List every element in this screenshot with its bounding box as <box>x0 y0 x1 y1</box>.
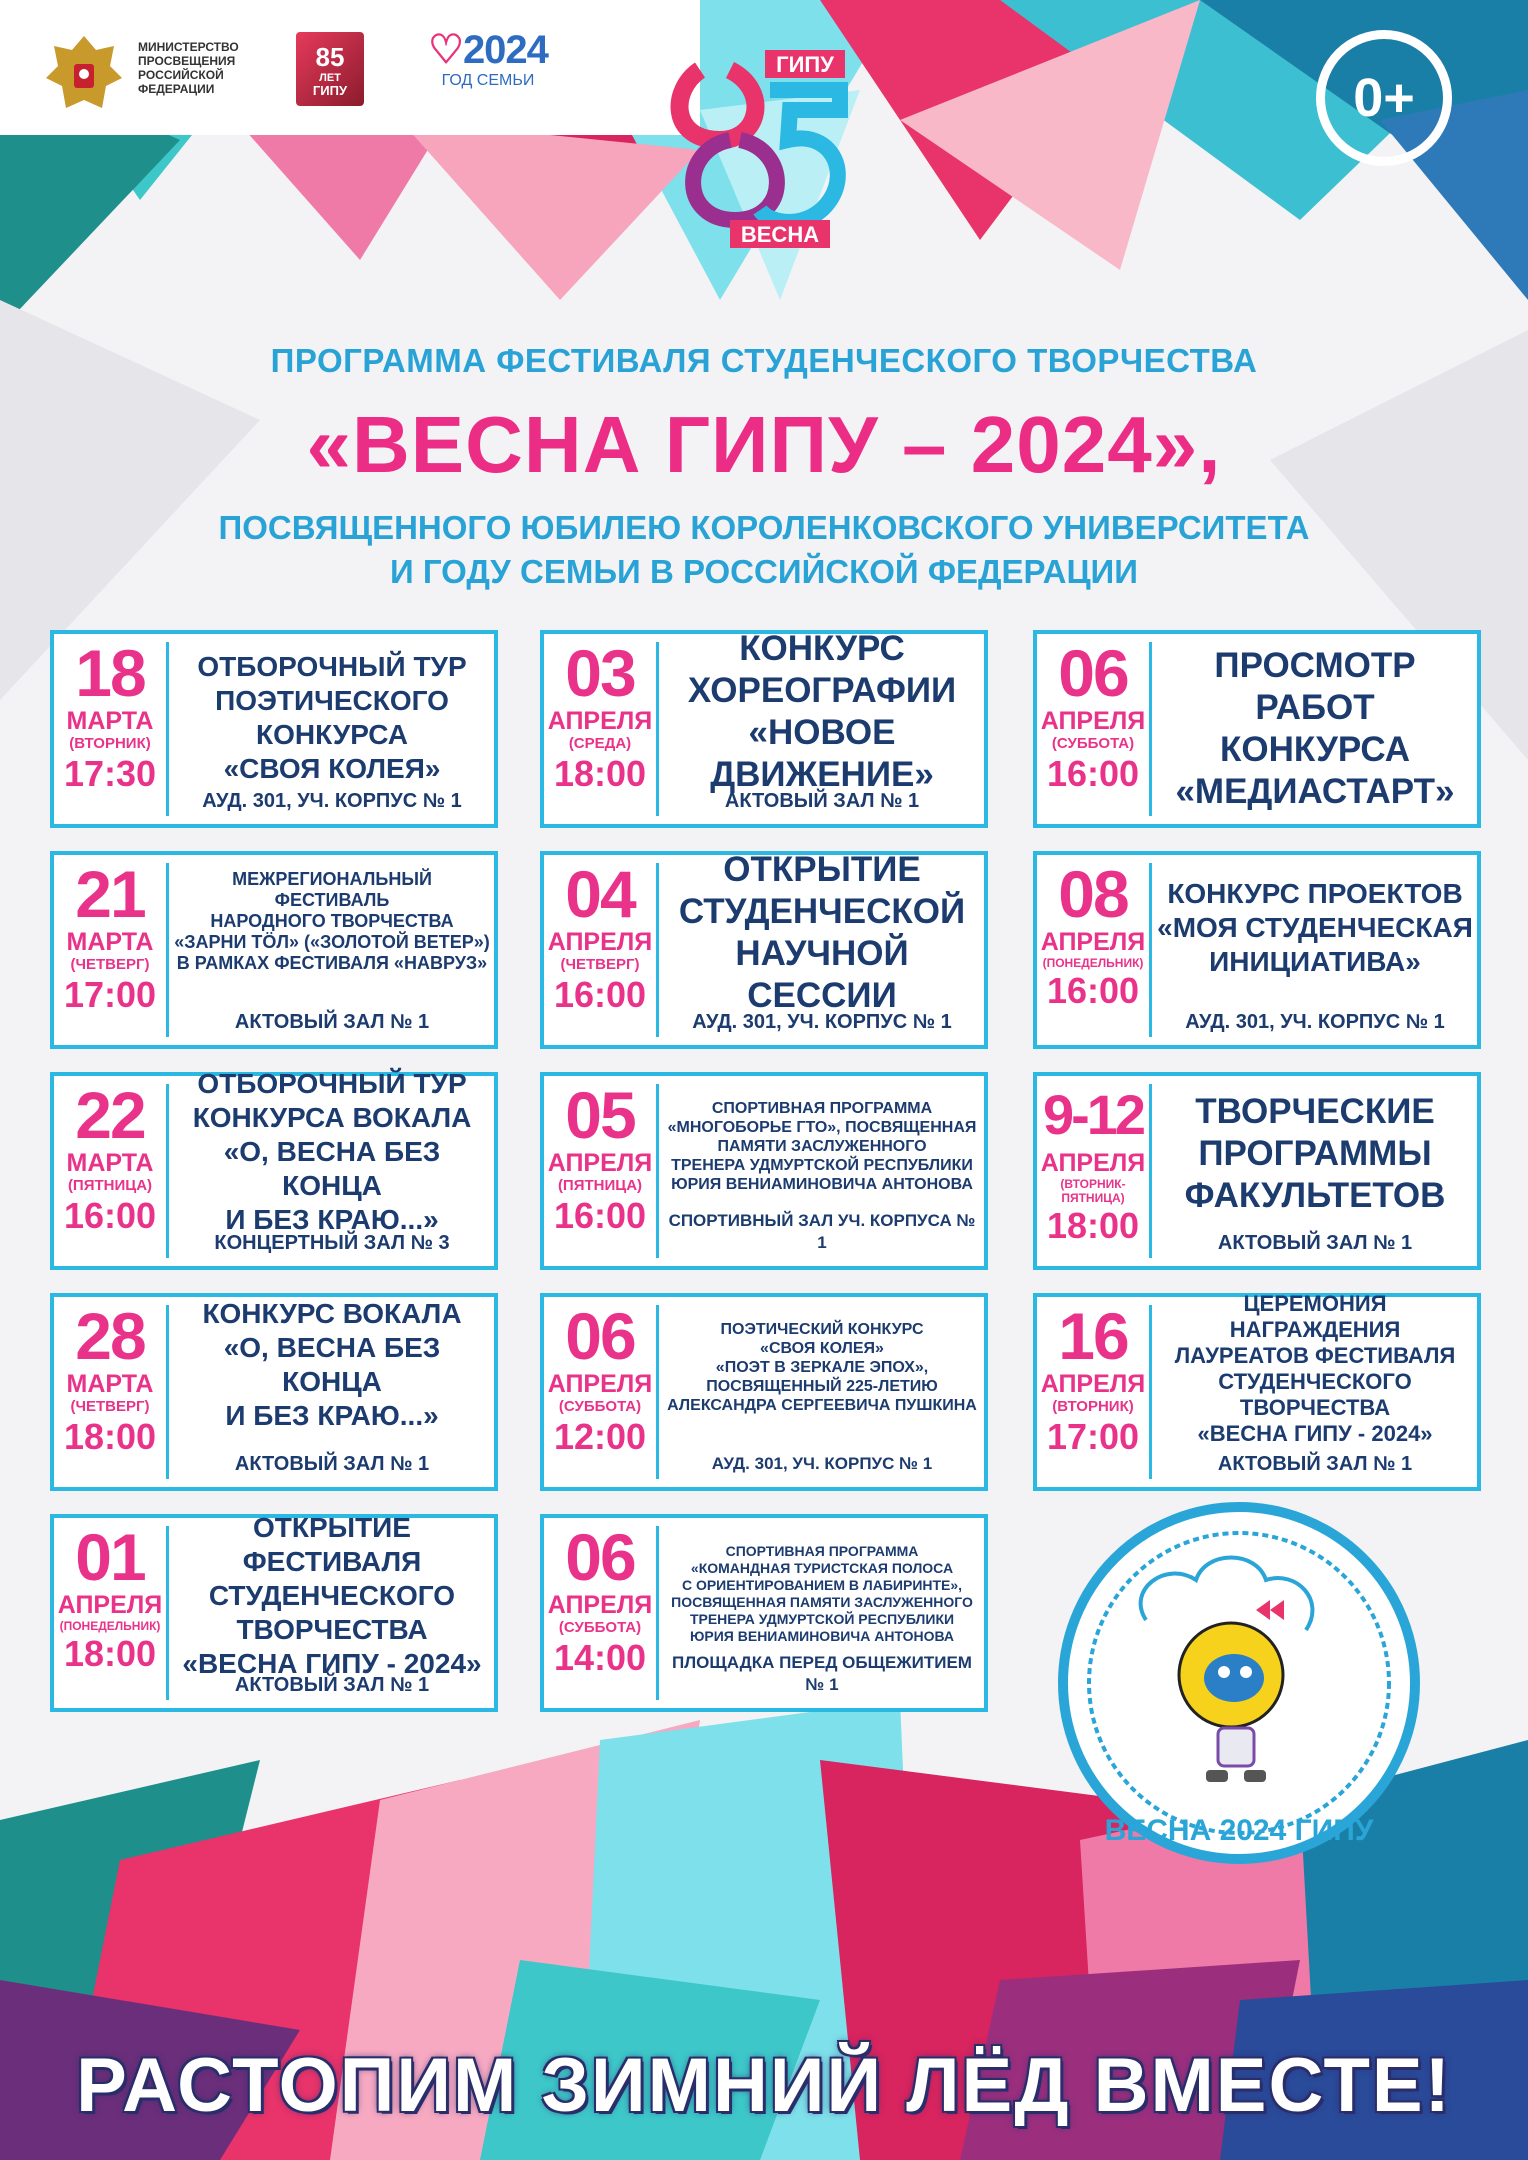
year-of-family-logo: ♡2024 ГОД СЕМЬИ <box>428 28 548 89</box>
program-subtitle: ПРОГРАММА ФЕСТИВАЛЯ СТУДЕНЧЕСКОГО ТВОРЧЕСТВА <box>270 342 1258 379</box>
event-title: КОНКУРС ПРОЕКТОВ «МОЯ СТУДЕНЧЕСКАЯ ИНИЦИАТИВА» <box>1157 878 1473 977</box>
event-title: ОТКРЫТИЕ СТУДЕНЧЕСКОЙ НАУЧНОЙ СЕССИИ <box>678 850 966 1015</box>
festival-mascot-stamp <box>1056 1500 1422 1866</box>
event-date: 22 МАРТА (ПЯТНИЦА) 16:00 <box>63 1078 157 1236</box>
logo-top-text: ГИПУ <box>776 52 834 77</box>
event-title: СПОРТИВНАЯ ПРОГРАММА «МНОГОБОРЬЕ ГТО», ПОСВЯЩЕННАЯ ПАМЯТИ ЗАСЛУЖЕННОГО ТРЕНЕРА УДМУРТСКОЙ РЕСПУБЛИКИ ЮРИЯ ВЕНИАМИНОВИЧА АНТОНОВА <box>667 1099 977 1193</box>
event-card <box>540 1072 988 1270</box>
event-date: 21 МАРТА (ЧЕТВЕРГ) 17:00 <box>63 857 157 1015</box>
event-place: АУД. 301, УЧ. КОРПУС № 1 <box>711 1454 933 1473</box>
heart-icon: ♡ <box>428 28 463 72</box>
event-title: ПРОСМОТР РАБОТ КОНКУРСА «МЕДИАСТАРТ» <box>1175 646 1455 811</box>
event-place: АКТОВЫЙ ЗАЛ № 1 <box>724 790 920 812</box>
logo-bottom-text: ВЕСНА <box>740 222 820 247</box>
closing-slogan: РАСТОПИМ ЗИМНИЙ ЛЁД ВМЕСТЕ! <box>76 2043 1452 2128</box>
festival-85-logo <box>660 30 860 250</box>
festival-title: «ВЕСНА ГИПУ – 2024», <box>306 400 1222 489</box>
event-place: КОНЦЕРТНЫЙ ЗАЛ № 3 <box>214 1232 450 1254</box>
stamp-text: ВЕСНА 2024 ГИПУ <box>1104 1814 1374 1847</box>
event-date: 9-12 АПРЕЛЯ (ВТОРНИК-ПЯТНИЦА) 18:00 <box>1040 1083 1146 1246</box>
event-title: ОТКРЫТИЕ ФЕСТИВАЛЯ СТУДЕНЧЕСКОГО ТВОРЧЕСТВА «ВЕСНА ГИПУ - 2024» <box>182 1512 482 1679</box>
event-date: 06 АПРЕЛЯ (СУББОТА) 16:00 <box>1040 636 1146 794</box>
event-card <box>50 1068 498 1270</box>
event-card <box>540 851 988 1049</box>
event-date: 06 АПРЕЛЯ (СУББОТА) 12:00 <box>547 1299 653 1457</box>
event-title: КОНКУРС ВОКАЛА «О, ВЕСНА БЕЗ КОНЦА И БЕЗ КРАЮ...» <box>202 1298 462 1431</box>
event-title: ОТБОРОЧНЫЙ ТУР КОНКУРСА ВОКАЛА «О, ВЕСНА БЕЗ КОНЦА И БЕЗ КРАЮ...» <box>192 1068 472 1235</box>
event-card <box>540 630 988 828</box>
event-title: ЦЕРЕМОНИЯ НАГРАЖДЕНИЯ ЛАУРЕАТОВ ФЕСТИВАЛЯ СТУДЕНЧЕСКОГО ТВОРЧЕСТВА «ВЕСНА ГИПУ - 2024» <box>1174 1291 1456 1446</box>
event-title: КОНКУРС ХОРЕОГРАФИИ «НОВОЕ ДВИЖЕНИЕ» <box>687 629 957 794</box>
event-title: ПОЭТИЧЕСКИЙ КОНКУРС «СВОЯ КОЛЕЯ» «ПОЭТ В ЗЕРКАЛЕ ЭПОХ», ПОСВЯЩЕННЫЙ 225-ЛЕТИЮ АЛЕКСАНДРА СЕРГЕЕВИЧА ПУШКИНА <box>667 1320 977 1414</box>
event-place: АУД. 301, УЧ. КОРПУС № 1 <box>202 790 462 812</box>
event-date: 05 АПРЕЛЯ (ПЯТНИЦА) 16:00 <box>547 1078 653 1236</box>
event-date: 06 АПРЕЛЯ (СУББОТА) 14:00 <box>547 1520 653 1678</box>
age-rating-badge: 0+ <box>1316 30 1452 166</box>
event-date: 28 МАРТА (ЧЕТВЕРГ) 18:00 <box>63 1299 157 1457</box>
dedication-text: ПОСВЯЩЕННОГО ЮБИЛЕЮ КОРОЛЕНКОВСКОГО УНИВЕРСИТЕТА И ГОДУ СЕМЬИ В РОССИЙСКОЙ ФЕДЕРАЦИИ <box>218 509 1310 590</box>
event-card <box>50 1514 498 1712</box>
event-date: 01 АПРЕЛЯ (ПОНЕДЕЛЬНИК) 18:00 <box>57 1520 163 1674</box>
event-title: СПОРТИВНАЯ ПРОГРАММА «КОМАНДНАЯ ТУРИСТСКАЯ ПОЛОСА С ОРИЕНТИРОВАНИЕМ В ЛАБИРИНТЕ», ПОСВЯЩЕННАЯ ПАМЯТИ ЗАСЛУЖЕННОГО ТРЕНЕРА УДМУРТСКОЙ РЕСПУБЛИКИ ЮРИЯ ВЕНИАМИНОВИЧА АНТОНОВА <box>671 1543 973 1644</box>
event-card <box>50 630 498 828</box>
event-date: 18 МАРТА (ВТОРНИК) 17:30 <box>63 636 157 794</box>
event-card <box>1033 1293 1481 1491</box>
event-place: АКТОВЫЙ ЗАЛ № 1 <box>1217 1232 1413 1254</box>
event-place: СПОРТИВНЫЙ ЗАЛ УЧ. КОРПУСА № 1 <box>668 1211 976 1252</box>
event-title: МЕЖРЕГИОНАЛЬНЫЙ ФЕСТИВАЛЬ НАРОДНОГО ТВОРЧЕСТВА «ЗАРНИ ТӦЛ» («ЗОЛОТОЙ ВЕТЕР») В РАМКАХ ФЕСТИВАЛЯ «НАВРУЗ» <box>174 869 490 973</box>
event-card <box>540 1293 988 1491</box>
event-card <box>1033 851 1481 1049</box>
event-card <box>50 1293 498 1491</box>
event-card <box>540 1514 988 1712</box>
event-card <box>1033 1072 1481 1270</box>
coat-of-arms-icon <box>40 30 128 118</box>
event-place: ПЛОЩАДКА ПЕРЕД ОБЩЕЖИТИЕМ № 1 <box>672 1653 972 1694</box>
ministry-name: МИНИСТЕРСТВО ПРОСВЕЩЕНИЯ РОССИЙСКОЙ ФЕДЕРАЦИИ <box>138 40 239 96</box>
event-place: АКТОВЫЙ ЗАЛ № 1 <box>234 1011 430 1033</box>
event-date: 03 АПРЕЛЯ (СРЕДА) 18:00 <box>547 636 653 794</box>
event-title: ОТБОРОЧНЫЙ ТУР ПОЭТИЧЕСКОГО КОНКУРСА «СВОЯ КОЛЕЯ» <box>197 651 467 784</box>
event-date: 04 АПРЕЛЯ (ЧЕТВЕРГ) 16:00 <box>547 857 653 1015</box>
event-place: АУД. 301, УЧ. КОРПУС № 1 <box>692 1011 952 1033</box>
event-card <box>1033 630 1481 828</box>
event-date: 16 АПРЕЛЯ (ВТОРНИК) 17:00 <box>1040 1299 1146 1457</box>
event-place: АКТОВЫЙ ЗАЛ № 1 <box>234 1453 430 1475</box>
event-place: АКТОВЫЙ ЗАЛ № 1 <box>1217 1453 1413 1475</box>
event-date: 08 АПРЕЛЯ (ПОНЕДЕЛЬНИК) 16:00 <box>1040 857 1146 1011</box>
anniversary-logo: 85 ЛЕТ ГИПУ <box>296 32 364 106</box>
event-place: АУД. 301, УЧ. КОРПУС № 1 <box>1185 1011 1445 1033</box>
event-title: ТВОРЧЕСКИЕ ПРОГРАММЫ ФАКУЛЬТЕТОВ <box>1184 1092 1446 1215</box>
event-place: АКТОВЫЙ ЗАЛ № 1 <box>234 1674 430 1696</box>
event-card <box>50 851 498 1049</box>
